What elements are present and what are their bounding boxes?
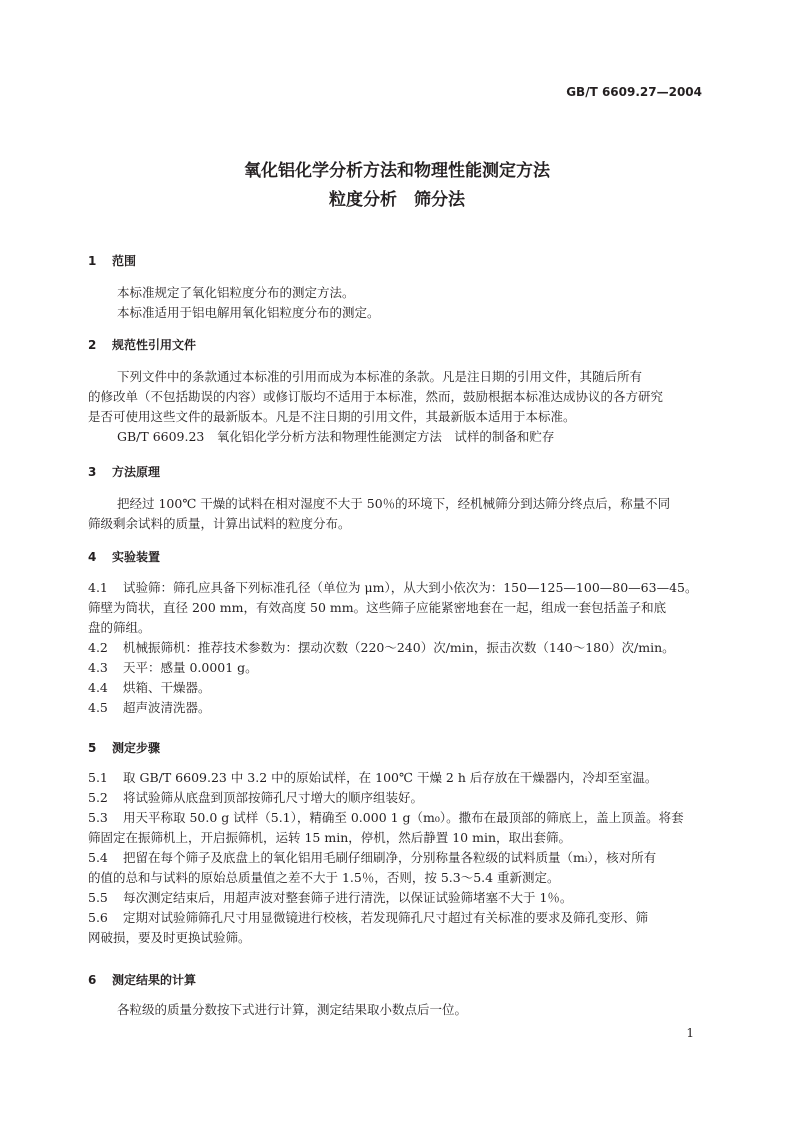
section-6-heading [88, 971, 196, 988]
section-number: 5 [88, 741, 97, 755]
section-5-clauses [88, 768, 706, 948]
clause-text: 定期对试验筛筛孔尺寸用显微镜进行校核，若发现筛孔尺寸超过有关标准的要求及筛孔变形、筛 [123, 910, 649, 925]
clause-number: 4.1 [88, 580, 108, 595]
clause-4-3 [88, 658, 706, 678]
clause-number: 5.4 [88, 850, 108, 865]
section-title: 规范性引用文件 [112, 338, 197, 352]
clause-text: 将试验筛从底盘到顶部按筛孔尺寸增大的顺序组装好。 [123, 790, 424, 805]
clause-number: 5.2 [88, 790, 108, 805]
clause-text: 天平：感量 0.0001 g。 [123, 660, 258, 675]
section-2-paragraph [88, 367, 706, 447]
section-title: 测定结果的计算 [112, 973, 197, 987]
section-number: 3 [88, 465, 97, 479]
text-line: 把经过 100℃ 干燥的试料在相对湿度不大于 50％的环境下，经机械筛分到达筛分终点后，称量不同 [117, 496, 671, 511]
clause-text: 用天平称取 50.0 g 试样（5.1），精确至 0.000 1 g（m₀）。撒布在最顶部的筛底上，盖上顶盖。将套 [123, 810, 684, 825]
document-title-line2: 粒度分析 筛分法 [329, 190, 465, 210]
clause-number: 5.3 [88, 810, 108, 825]
clause-5-2 [88, 788, 706, 808]
clause-number: 5.1 [88, 770, 108, 785]
clause-text: 烘箱、干燥器。 [123, 680, 211, 695]
section-title: 范围 [112, 254, 137, 268]
text-line: 是否可使用这些文件的最新版本。凡是不注日期的引用文件，其最新版本适用于本标准。 [88, 409, 576, 424]
text-line: 盘的筛组。 [88, 620, 151, 635]
section-number: 6 [88, 973, 97, 987]
page-number: 1 [686, 1026, 694, 1040]
clause-5-6 [88, 908, 706, 928]
section-4-heading [88, 548, 160, 565]
text-line: 下列文件中的条款通过本标准的引用而成为本标准的条款。凡是注日期的引用文件，其随后所有 [117, 369, 643, 384]
clause-text: 试验筛：筛孔应具备下列标准孔径（单位为 μm），从大到小依次为：150—125—100—80—63—45。 [123, 580, 698, 595]
section-1-paragraph [88, 283, 706, 323]
section-title: 测定步骤 [112, 741, 161, 755]
standard-number: GB/T 6609.27—2004 [566, 85, 702, 99]
clause-text: 每次测定结束后，用超声波对整套筛子进行清洗，以保证试验筛堵塞不大于 1％。 [123, 890, 573, 905]
text-line: 网破损，要及时更换试验筛。 [88, 930, 251, 945]
text-line: 筛壁为筒状，直径 200 mm，有效高度 50 mm。这些筛子应能紧密地套在一起，组成一套包括盖子和底 [88, 600, 667, 615]
clause-4-2 [88, 638, 706, 658]
section-6-paragraph [88, 1000, 706, 1020]
section-3-paragraph [88, 494, 706, 534]
document-title-line1: 氧化铝化学分析方法和物理性能测定方法 [244, 161, 550, 181]
section-title: 方法原理 [112, 465, 161, 479]
clause-4-5 [88, 698, 706, 718]
clause-5-4 [88, 848, 706, 868]
section-1-heading [88, 252, 136, 269]
clause-text: 取 GB/T 6609.23 中 3.2 中的原始试样，在 100℃ 干燥 2 h 后存放在干燥器内，冷却至室温。 [123, 770, 658, 785]
section-number: 1 [88, 254, 97, 268]
clause-number: 4.2 [88, 640, 108, 655]
clause-5-5 [88, 888, 706, 908]
section-2-heading [88, 336, 196, 353]
clause-5-3 [88, 808, 706, 828]
section-5-heading [88, 739, 160, 756]
text-line: 各粒级的质量分数按下式进行计算，测定结果取小数点后一位。 [117, 1002, 468, 1017]
section-title: 实验装置 [112, 550, 161, 564]
text-line: 筛级剩余试料的质量，计算出试料的粒度分布。 [88, 516, 351, 531]
clause-number: 4.4 [88, 680, 108, 695]
clause-4-4 [88, 678, 706, 698]
section-number: 4 [88, 550, 97, 564]
clause-text: 把留在每个筛子及底盘上的氧化铝用毛刷仔细刷净，分别称量各粒级的试料质量（mᵢ），核对所有 [123, 850, 657, 865]
text-line: 本标准规定了氧化铝粒度分布的测定方法。 [117, 285, 355, 300]
clause-number: 5.5 [88, 890, 108, 905]
clause-text: 超声波清洗器。 [123, 700, 211, 715]
text-line: 筛固定在振筛机上，开启振筛机，运转 15 min，停机，然后静置 10 min，取出套筛。 [88, 830, 572, 845]
clause-number: 5.6 [88, 910, 108, 925]
clause-4-1 [88, 578, 706, 598]
section-3-heading [88, 463, 160, 480]
clause-5-1 [88, 768, 706, 788]
clause-number: 4.3 [88, 660, 108, 675]
clause-text: 机械振筛机：推荐技术参数为：摆动次数（220～240）次/min，振击次数（140～180）次/min。 [123, 640, 675, 655]
text-line: 的修改单（不包括勘误的内容）或修订版均不适用于本标准，然而，鼓励根据本标准达成协议的各方研究 [88, 389, 664, 404]
normative-reference: GB/T 6609.23 氧化铝化学分析方法和物理性能测定方法 试样的制备和贮存 [117, 429, 555, 444]
text-line: 的值的总和与试料的原始总质量值之差不大于 1.5％，否则，按 5.3～5.4 重新测定。 [88, 870, 560, 885]
section-number: 2 [88, 338, 97, 352]
text-line: 本标准适用于铝电解用氧化铝粒度分布的测定。 [117, 305, 380, 320]
section-4-clauses [88, 578, 706, 718]
clause-number: 4.5 [88, 700, 108, 715]
